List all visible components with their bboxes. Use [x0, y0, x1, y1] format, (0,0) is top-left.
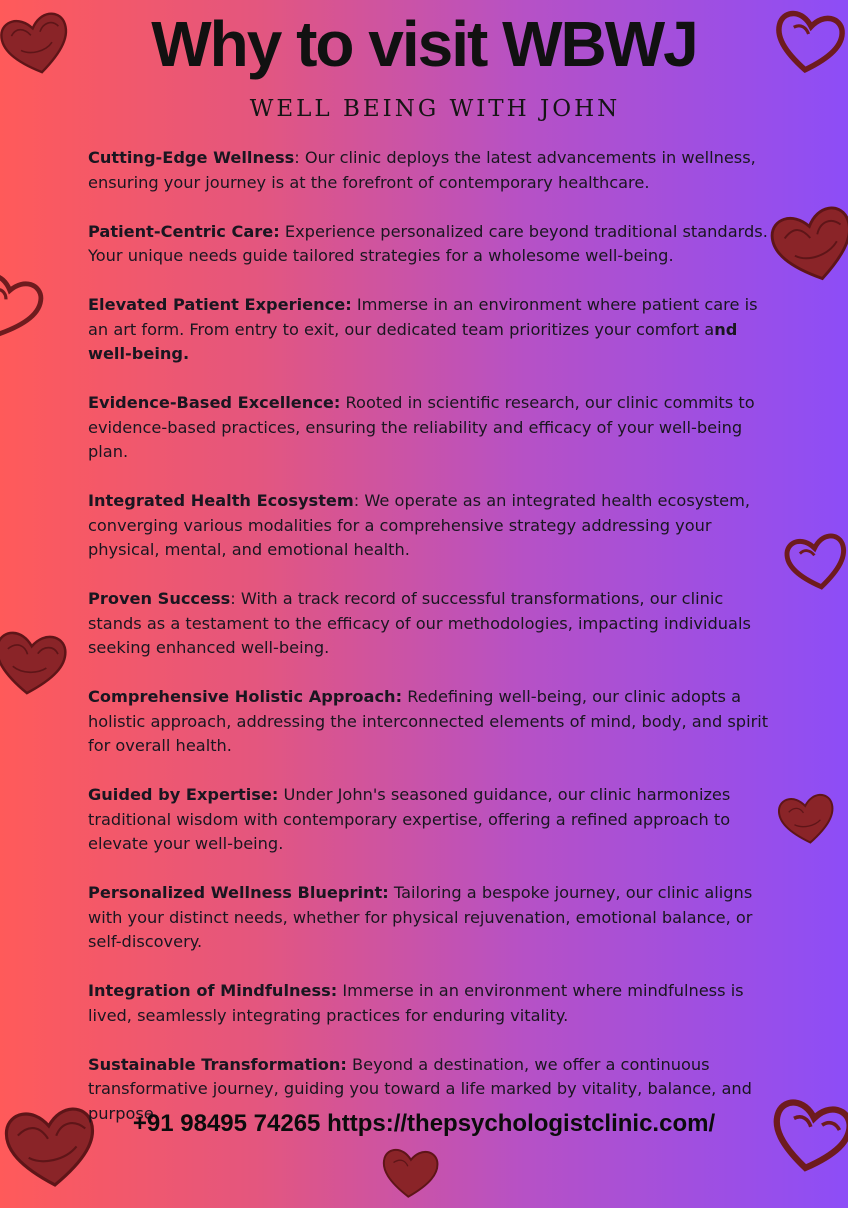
item-text: : With a track record of successful transformations, our clinic stands as a testament to the efficacy of our methodologies, impacting individuals seeking enhanced well-being. — [88, 589, 751, 657]
heart-icon — [0, 614, 76, 712]
item-heading: Comprehensive Holistic Approach: — [88, 687, 403, 706]
item-heading: Proven Success — [88, 589, 231, 608]
item-text: Under John's seasoned guidance, our clinic harmonizes traditional wisdom with contemporary expertise, offering a refined approach to elevate your well-being. — [88, 785, 731, 853]
list-item — [88, 146, 778, 195]
item-text: Immerse in an environment where mindfulness is lived, seamlessly integrating practices for enduring vitality. — [88, 981, 744, 1025]
list-item — [88, 391, 778, 465]
features-list — [88, 146, 778, 1151]
list-item — [88, 783, 778, 857]
contact-footer: +91 98495 74265 https://thepsychologistclinic.com/ — [132, 1110, 716, 1137]
list-item — [88, 685, 778, 759]
item-heading: Patient-Centric Care: — [88, 221, 280, 241]
list-item — [88, 587, 778, 661]
heart-icon — [776, 520, 848, 603]
page-title: Why to visit WBWJ — [151, 8, 697, 80]
item-text: Tailoring a bespoke journey, our clinic aligns with your distinct needs, whether for physical rejuvenation, emotional balance, or self-discovery. — [88, 883, 753, 951]
item-text: : Our clinic deploys the latest advancements in wellness, ensuring your journey is at the forefront of contemporary healthcare. — [88, 148, 756, 192]
list-item — [88, 220, 778, 269]
list-item — [88, 881, 778, 955]
item-heading: Cutting-Edge Wellness — [88, 148, 295, 167]
item-text: Redefining well-being, our clinic adopts a holistic approach, addressing the interconnected elements of mind, body, and spirit for overall health. — [88, 687, 769, 755]
item-heading: Guided by Expertise: — [88, 785, 279, 804]
list-item — [88, 979, 778, 1028]
item-heading: Integrated Health Ecosystem — [88, 491, 354, 510]
page-subtitle: WELL BEING WITH JOHN — [249, 96, 621, 122]
item-heading: Personalized Wellness Blueprint: — [88, 883, 389, 902]
item-text: Immerse in an environment where patient care is an art form. From entry to exit, our dedicated team prioritizes your comfort a — [88, 295, 758, 339]
item-heading: Integration of Mindfulness: — [88, 981, 338, 1000]
list-item — [88, 489, 778, 563]
item-text: : We operate as an integrated health ecosystem, converging various modalities for a comprehensive strategy addressing your physical, mental, and emotional health. — [88, 491, 750, 559]
list-item — [88, 293, 778, 367]
item-heading: Evidence-Based Excellence: — [88, 393, 341, 412]
item-tail: nd well-being. — [88, 319, 738, 363]
item-heading: Elevated Patient Experience: — [88, 295, 352, 314]
item-heading: Sustainable Transformation: — [88, 1054, 347, 1074]
item-text: Beyond a destination, we offer a continuous transformative journey, guiding you toward a life marked by vitality, balance, and purpose. — [88, 1054, 752, 1123]
heart-icon — [0, 258, 54, 355]
item-text: Experience personalized care beyond traditional standards. Your unique needs guide tailored strategies for a wholesome well-being. — [88, 221, 768, 265]
heart-icon — [770, 782, 845, 857]
item-text: Rooted in scientific research, our clinic commits to evidence-based practices, ensuring the reliability and efficacy of your well-being plan. — [88, 393, 755, 461]
